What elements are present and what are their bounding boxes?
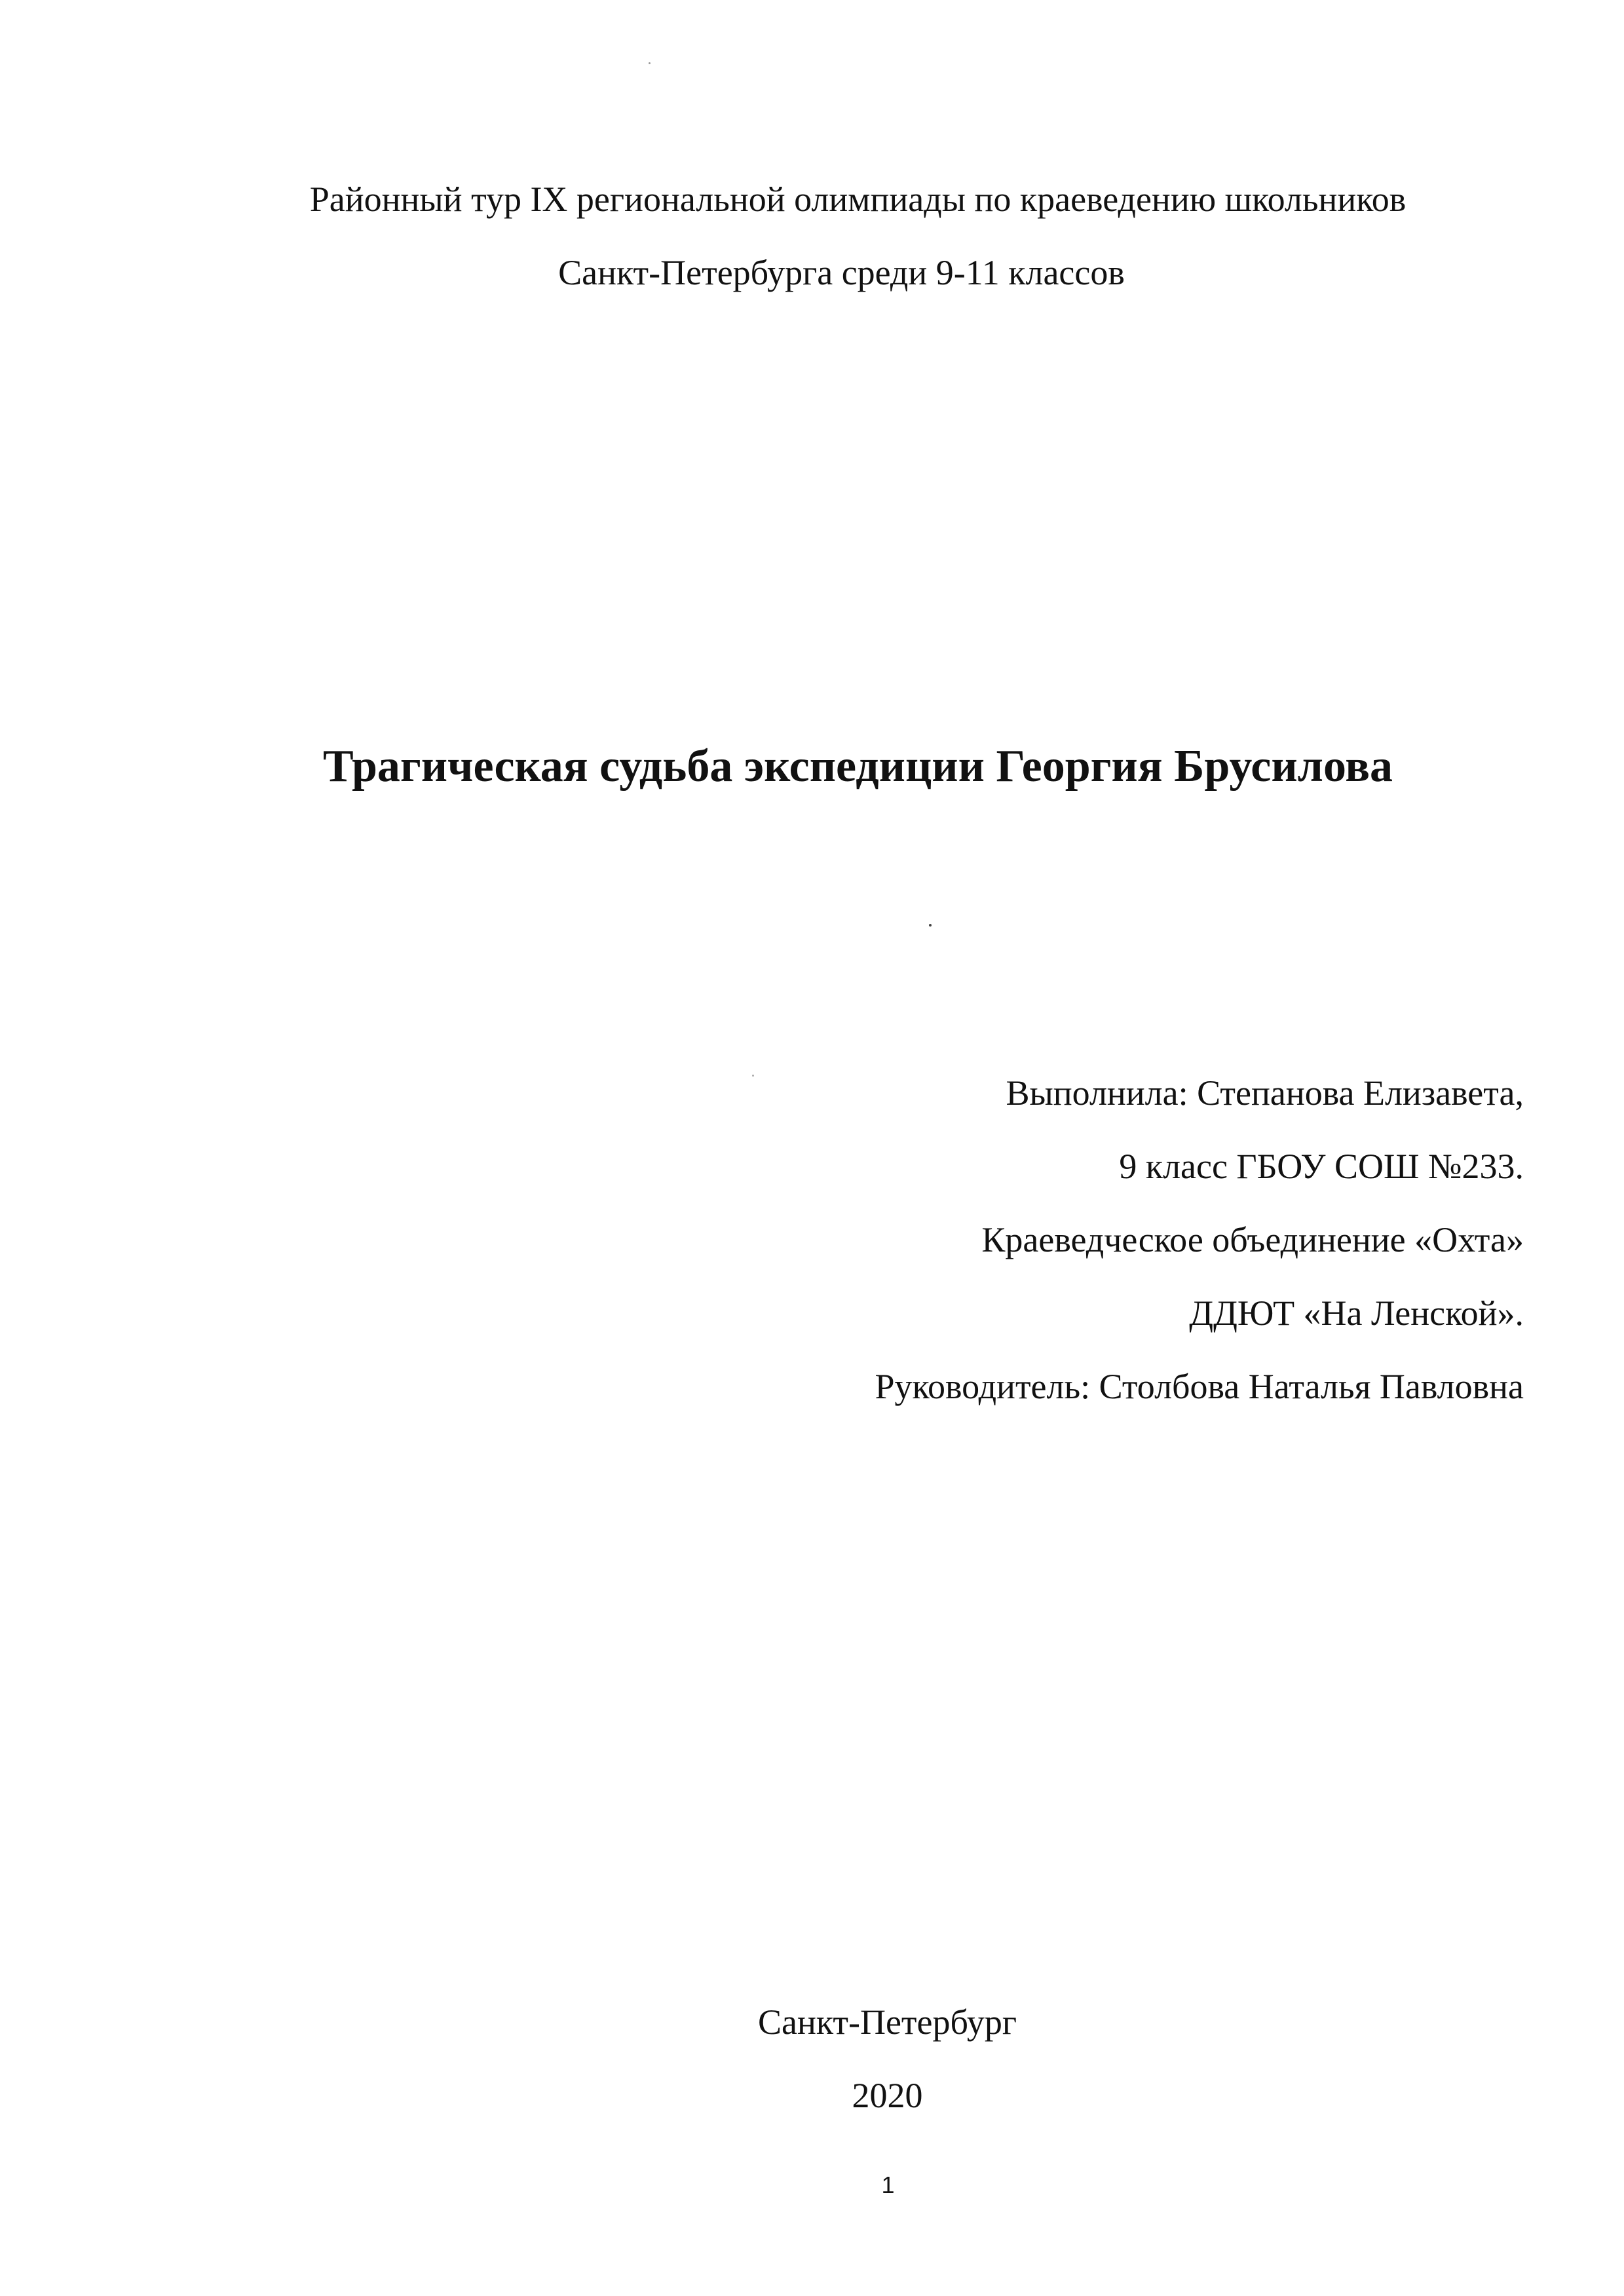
document-title bbox=[0, 734, 1624, 799]
page-number bbox=[0, 2169, 1624, 2202]
author-line-supervisor: Руководитель: Столбова Наталья Павловна bbox=[875, 1367, 1524, 1406]
title-text: Трагическая судьба экспедиции Георгия Брусилова bbox=[322, 741, 1393, 792]
olympiad-header bbox=[0, 163, 1624, 309]
scan-speck bbox=[929, 924, 932, 927]
scan-speck bbox=[649, 62, 651, 64]
scan-speck bbox=[752, 1075, 754, 1077]
footer-city: Санкт-Петербург bbox=[757, 2002, 1017, 2042]
footer-block bbox=[0, 1985, 1624, 2132]
author-line-performer: Выполнила: Степанова Елизавета, bbox=[1006, 1073, 1524, 1113]
author-line-association: Краеведческое объединение «Охта» bbox=[981, 1220, 1524, 1259]
header-line-1: Районный тур IX региональной олимпиады по краеведению школьников bbox=[309, 180, 1407, 219]
page-number-text: 1 bbox=[881, 2172, 895, 2198]
author-line-institution: ДДЮТ «На Ленской». bbox=[1189, 1293, 1524, 1333]
author-line-school: 9 класс ГБОУ СОШ №233. bbox=[1119, 1147, 1524, 1186]
header-line-2: Санкт-Петербурга среди 9-11 классов bbox=[558, 253, 1125, 292]
footer-year: 2020 bbox=[852, 2076, 923, 2115]
author-block bbox=[875, 1056, 1524, 1423]
